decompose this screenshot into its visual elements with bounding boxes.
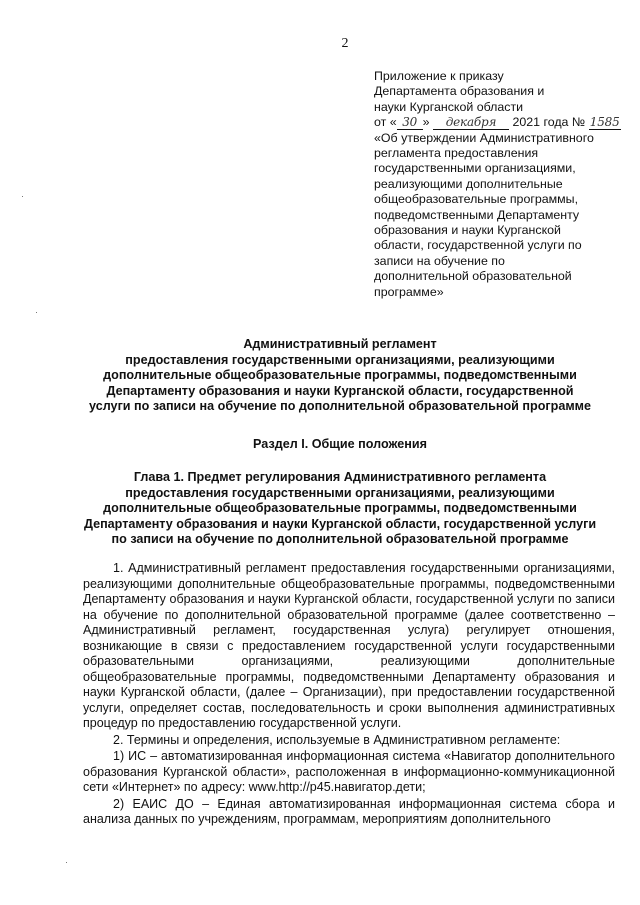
section-heading: Раздел I. Общие положения (253, 437, 427, 451)
document-title (60, 337, 620, 415)
scan-speck (66, 862, 67, 863)
chapter-heading-line: предоставления государственными организациями, реализующими (125, 485, 555, 500)
chapter-heading-line: Департаменту образования и науки Курганской области, государственной услуги (83, 516, 597, 531)
body-text (83, 561, 615, 828)
order-title-line: государственными организациями, (374, 161, 576, 176)
date-year: 2021 года № (512, 115, 586, 130)
appendix-line: Приложение к приказу (374, 69, 504, 83)
scan-speck (22, 196, 23, 197)
order-title-line: программе» (374, 284, 444, 299)
paragraph: 2) ЕАИС ДО – Единая автоматизированная информационная система сбора и анализа данных по учреждениям, программам, мероприятиям дополнительного (83, 796, 615, 826)
scan-speck (36, 312, 37, 313)
page-number: 2 (341, 36, 349, 51)
document-title-line: предоставления государственными организациями, реализующими (125, 352, 555, 367)
chapter-heading (60, 470, 620, 548)
order-date-line (374, 115, 619, 130)
date-middle: » (422, 115, 430, 130)
order-title-line: области, государственной услуги по (374, 238, 582, 253)
document-title-line: Департаменту образования и науки Курганской области, государственной (106, 383, 574, 398)
appendix-line: науки Курганской области (374, 99, 524, 114)
handwritten-day: 30 (397, 116, 423, 130)
order-title-line: подведомственными Департаменту (374, 207, 580, 222)
order-title-line: образования и науки Курганской (374, 223, 561, 238)
appendix-block (374, 69, 619, 300)
document-title-line: Административный регламент (243, 337, 437, 351)
handwritten-order-number: 1585 (589, 115, 620, 130)
order-title-line: реализующими дополнительные (374, 176, 563, 191)
order-title-line: регламента предоставления (374, 146, 539, 161)
order-title-line: записи на обучение по (374, 253, 505, 268)
date-prefix: от « (374, 115, 397, 130)
paragraph: 1. Административный регламент предоставления государственными организациями, реализующими дополнительные общеобразовательные программы, подведомственными Департаменту образования и науки Курганской области, государственной услуги по записи на обучение по дополнительной образовательной программе (далее соответственно – Административный регламент, государственная услуга) регулирует отношения, возникающие в связи с предоставлением государственной услуги государственными образовательными организациями, реализующими дополнительные общеобразовательные программы, подведомственными Департаменту образования и науки Курганской области, (далее – Организации), при предоставлении государственной услуги, определяет состав, последовательность и сроки выполнения административных процедур по предоставлению государственной услуги. (83, 561, 615, 730)
paragraph: 1) ИС – автоматизированная информационная система «Навигатор дополнительного образования Курганской области», расположенная в информационно-коммуникационной сети «Интернет» по адресу: www.http://p45.навигатор.дети; (83, 749, 615, 794)
chapter-heading-line: по записи на обучение по дополнительной образовательной программе (111, 532, 569, 547)
document-title-line: услуги по записи на обучение по дополнительной образовательной программе (89, 399, 591, 414)
appendix-line: Департамента образования и (374, 84, 545, 99)
chapter-heading-line: Глава 1. Предмет регулирования Административного регламента (133, 470, 547, 484)
order-title-line: общеобразовательные программы, (374, 192, 579, 207)
order-title-line: «Об утверждении Административного (374, 130, 594, 145)
handwritten-month: декабря (433, 116, 509, 130)
document-title-line: дополнительные общеобразовательные программы, подведомственными (103, 368, 577, 383)
order-title-line: дополнительной образовательной (374, 269, 572, 284)
chapter-heading-line: дополнительные общеобразовательные программы, подведомственными (103, 501, 577, 516)
paragraph: 2. Термины и определения, используемые в Административном регламенте: (113, 732, 561, 747)
